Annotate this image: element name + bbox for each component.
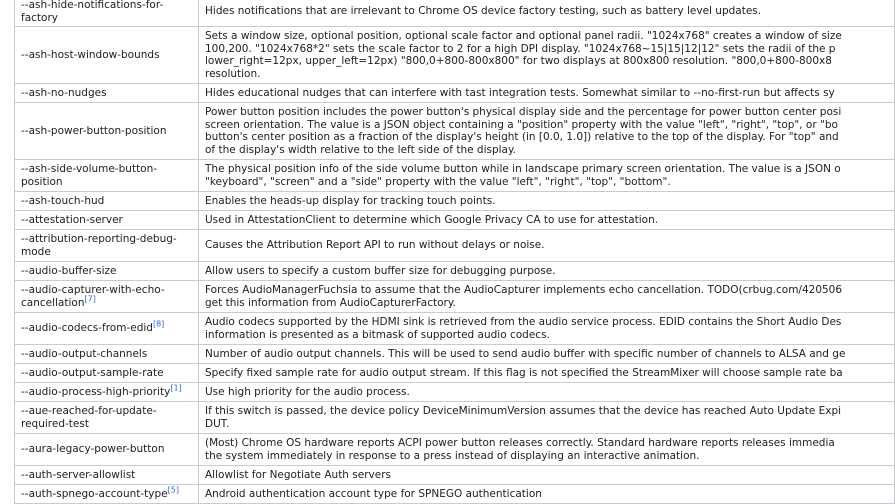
table-row: [15, 262, 895, 281]
description-line: Used in AttestationClient to determine which Google Privacy CA to use for attestation.: [205, 213, 659, 226]
description-line: The physical position info of the side volume button while in landscape primary screen orientation. The value is a JSON o: [205, 163, 841, 176]
switch-name-cell: [15, 192, 199, 211]
switch-name-cell: [15, 103, 199, 160]
description-line: resolution.: [205, 67, 261, 80]
switch-name: --ash-touch-hud: [21, 194, 105, 207]
description-line: Sets a window size, optional position, optional scale factor and optional panel radii. "1024x768" creates a window of size: [205, 30, 842, 42]
description-line: Power button position includes the power button's physical display side and the percentage for power button center posi: [205, 106, 842, 118]
table-row: [15, 364, 895, 383]
switch-name-cell: [15, 262, 199, 281]
switch-description-cell: [199, 345, 895, 364]
table-row: [15, 383, 895, 402]
switch-name: --auth-server-allowlist: [21, 468, 136, 481]
table-row: [15, 0, 895, 27]
table-row: [15, 103, 895, 160]
footnote-reference-link[interactable]: [8]: [152, 319, 165, 329]
switch-description-cell: [199, 84, 895, 103]
table-row: [15, 211, 895, 230]
description-line: button's center position as a fraction of the display's height (in [0.0, 1.0]) relative to the top of the display. For "top" and: [205, 131, 839, 144]
description-line: (Most) Chrome OS hardware reports ACPI power button releases correctly. Standard hardware reports releases immedia: [205, 437, 835, 450]
footnote-reference-link[interactable]: [1]: [170, 383, 182, 393]
description-line: the system immediately in response to a press instead of displaying an interactive animation.: [205, 449, 700, 462]
switch-name: --auth-spnego-account-type: [21, 487, 168, 500]
footnote-reference-link[interactable]: [7]: [84, 294, 96, 304]
switch-name-cell: [15, 0, 199, 27]
switch-description-cell: [199, 434, 895, 466]
description-line: Android authentication account type for SPNEGO authentication: [205, 487, 542, 500]
switch-name: --ash-host-window-bounds: [21, 48, 160, 61]
switch-description-cell: [199, 211, 895, 230]
description-line: Allow users to specify a custom buffer size for debugging purpose.: [205, 264, 556, 277]
switch-name-cell: [15, 434, 199, 466]
table-row: [15, 27, 895, 84]
description-line: "keyboard", "screen" and a "side" property with the value "left", "right", "top", "bottom".: [205, 175, 671, 188]
switch-name: --ash-side-volume-button-position: [21, 163, 158, 188]
switch-description-cell: [199, 313, 895, 345]
description-line: Audio codecs supported by the HDMI sink is retrieved from the audio service process. EDID contains the Short Audio Des: [205, 316, 842, 329]
switch-name-cell: [15, 281, 199, 313]
description-line: information is presented as a bitmask of supported audio codecs.: [205, 328, 550, 341]
switch-name: --ash-no-nudges: [21, 86, 107, 99]
description-line: screen orientation. The value is a JSON object containing a "position" property with the value "left", "right", "top", or "bo: [205, 118, 838, 131]
switch-description-cell: [199, 383, 895, 402]
description-line: 100,200. "1024x768*2" sets the scale factor to 2 for a high DPI display. "1024x768~15|15|12|12" sets the radii of the p: [205, 42, 836, 55]
switch-description-cell: [199, 230, 895, 262]
description-line: Enables the heads-up display for tracking touch points.: [205, 194, 496, 207]
description-line: Forces AudioManagerFuchsia to assume that the AudioCapturer implements echo cancellation. TODO(crbug.com/420506: [205, 284, 843, 297]
switch-name: --ash-power-button-position: [21, 124, 167, 137]
table-row: [15, 230, 895, 262]
description-line: Allowlist for Negotiate Auth servers: [205, 468, 392, 481]
footnote-reference-link[interactable]: [5]: [167, 485, 179, 495]
switch-name: --audio-output-sample-rate: [21, 366, 164, 379]
switch-name: --audio-capturer-with-echo-cancellation: [21, 284, 165, 309]
table-row: [15, 434, 895, 466]
switch-name-cell: [15, 313, 199, 345]
switch-name-cell: [15, 345, 199, 364]
table-row: [15, 466, 895, 485]
description-line: Use high priority for the audio process.: [205, 385, 410, 398]
switch-name: --audio-buffer-size: [21, 264, 117, 277]
switch-description-cell: [199, 466, 895, 485]
table-row: [15, 402, 895, 434]
table-row: [15, 281, 895, 313]
switch-name: --aura-legacy-power-button: [21, 443, 165, 456]
switch-description-cell: [199, 103, 895, 160]
description-line: get this information from AudioCapturerFactory.: [205, 296, 456, 309]
switch-name-cell: [15, 364, 199, 383]
switch-description-cell: [199, 364, 895, 383]
description-line: lower_right=12px, upper_left=12px) "800,0+800-800x800" for two displays at 800x800 resolution. "800,0+800-800x8: [205, 55, 832, 68]
switch-name: --audio-codecs-from-edid: [21, 322, 153, 335]
switch-name: --audio-process-high-priority: [21, 385, 171, 398]
switch-description-cell: [199, 402, 895, 434]
command-line-switches-table: [14, 0, 895, 504]
description-line: Causes the Attribution Report API to run without delays or noise.: [205, 239, 545, 252]
description-line: Hides educational nudges that can interfere with tast integration tests. Somewhat similar to --no-first-run but affects sy: [205, 86, 835, 99]
switch-description-cell: [199, 160, 895, 192]
switch-description-cell: [199, 0, 895, 27]
switch-name: --aue-reached-for-update-required-test: [21, 405, 157, 430]
switch-name: --ash-hide-notifications-for-factory: [21, 0, 164, 24]
switch-name-cell: [15, 402, 199, 434]
description-line: Specify fixed sample rate for audio output stream. If this flag is not specified the StreamMixer will choose sample rate ba: [205, 366, 843, 379]
switch-description-cell: [199, 485, 895, 504]
switch-description-cell: [199, 262, 895, 281]
switch-description-cell: [199, 27, 895, 84]
table-row: [15, 345, 895, 364]
table-row: [15, 192, 895, 211]
description-line: Number of audio output channels. This will be used to send audio buffer with specific number of channels to ALSA and ge: [205, 347, 846, 360]
switch-name: --attestation-server: [21, 213, 123, 226]
description-line: If this switch is passed, the device policy DeviceMinimumVersion assumes that the device has reached Auto Update Expi: [205, 405, 842, 418]
switch-name: --audio-output-channels: [21, 347, 148, 360]
switch-name-cell: [15, 383, 199, 402]
table-row: [15, 313, 895, 345]
switch-name-cell: [15, 485, 199, 504]
switch-name: --attribution-reporting-debug-mode: [21, 233, 177, 258]
switch-description-cell: [199, 192, 895, 211]
switch-name-cell: [15, 230, 199, 262]
switch-description-cell: [199, 281, 895, 313]
switch-name-cell: [15, 466, 199, 485]
table-row: [15, 485, 895, 504]
switch-name-cell: [15, 211, 199, 230]
description-line: of the display's width relative to the left side of the display.: [205, 143, 517, 156]
switch-name-cell: [15, 160, 199, 192]
switch-name-cell: [15, 84, 199, 103]
switch-name-cell: [15, 27, 199, 84]
table-row: [15, 160, 895, 192]
description-line: DUT.: [205, 417, 230, 430]
description-line: Hides notifications that are irrelevant to Chrome OS device factory testing, such as battery level updates.: [205, 5, 762, 18]
table-row: [15, 84, 895, 103]
